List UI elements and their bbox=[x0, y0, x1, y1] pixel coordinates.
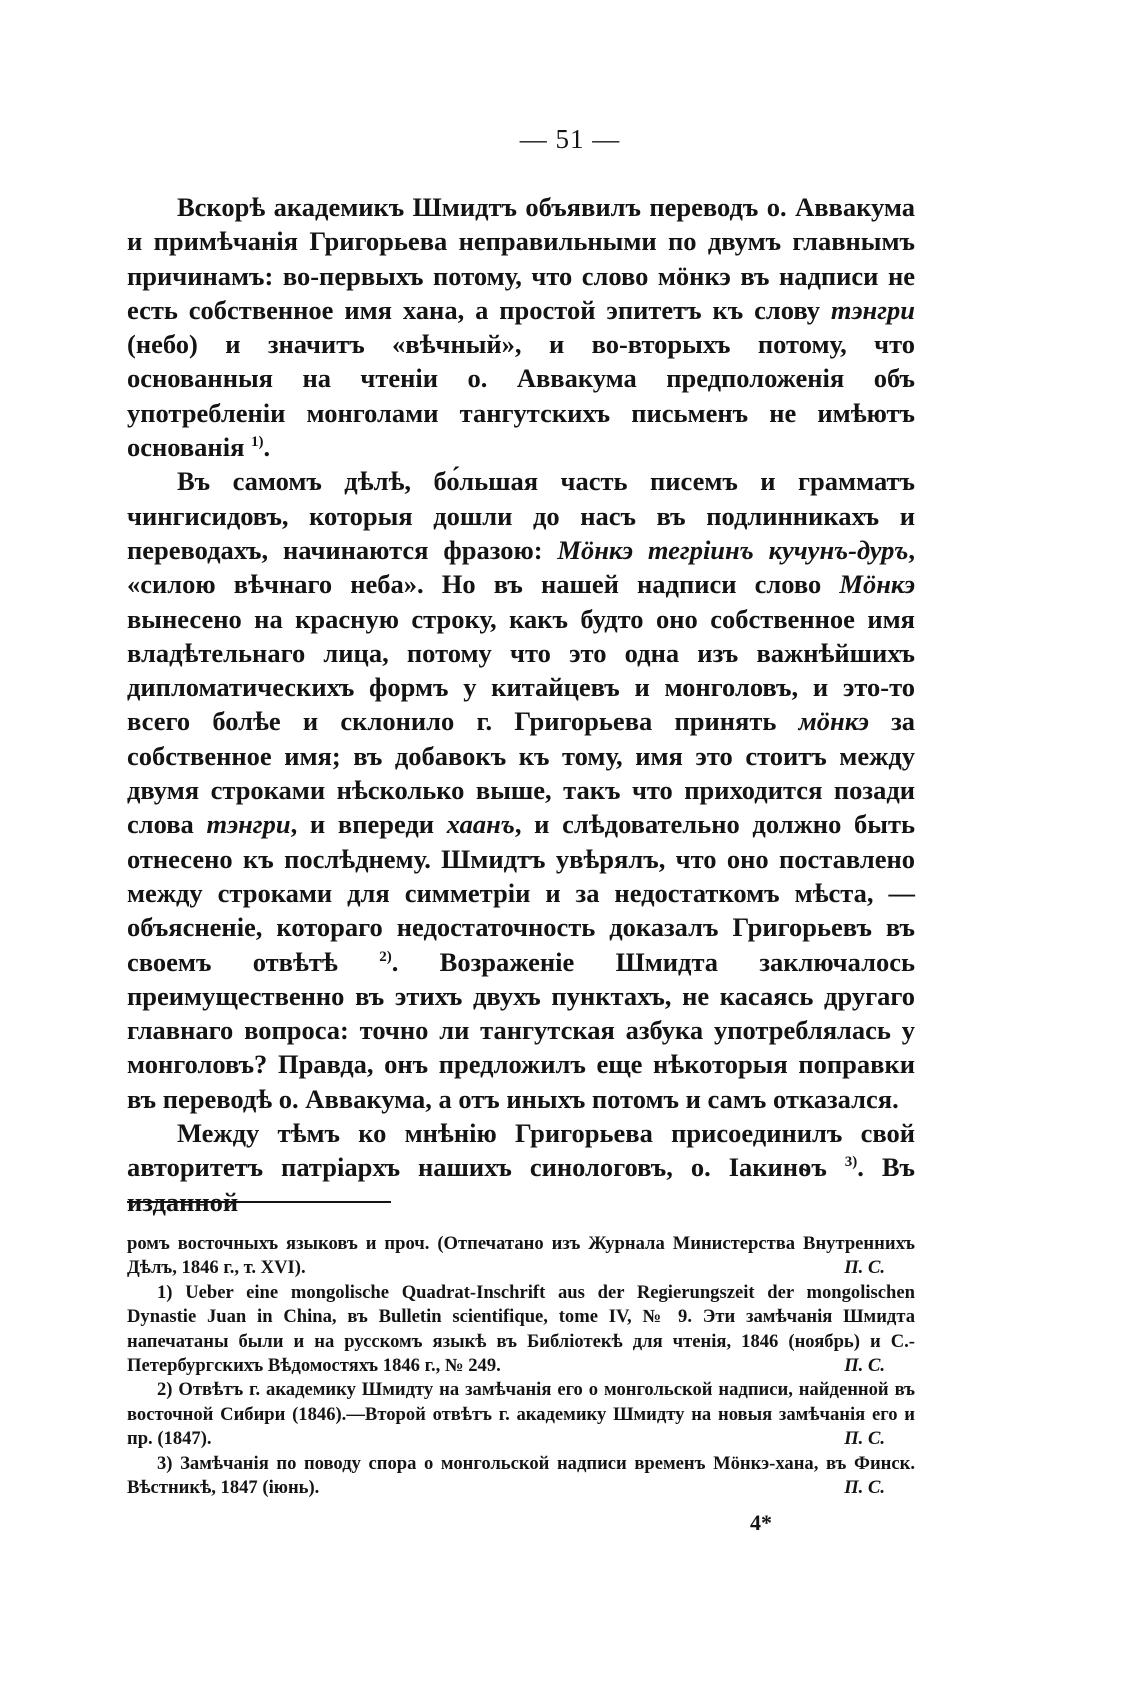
paragraph-2-text-5: , и впереди bbox=[290, 809, 447, 840]
term-monke-lower: мӧнкэ bbox=[798, 706, 869, 737]
footnote-1 bbox=[127, 1281, 915, 1379]
term-khaan: хаанъ bbox=[446, 809, 515, 840]
paragraph-2-text-4: за собственное имя; въ добавокъ къ тому, имя это стоитъ между двумя строками нѣсколько выше, такъ что приходится позади слова bbox=[127, 706, 915, 840]
paragraph-2-text-1: Въ самомъ дѣлѣ, бо́льшая часть писемъ и грамматъ чингисидовъ, которыя дошли до насъ въ подлинникахъ и переводахъ, начинаются фразою: bbox=[127, 466, 915, 565]
paragraph-3 bbox=[127, 1116, 915, 1219]
term-monke: Мӧнкэ bbox=[839, 569, 915, 600]
footnote-3-signature: П. С. bbox=[844, 1477, 885, 1499]
paragraph-2-text-7: . Возраженіе Шмидта заключалось преимущественно въ этихъ двухъ пунктахъ, не касаясь другаго главнаго вопроса: точно ли тангутская азбука употреблялась у монголовъ? Правда, онъ предложилъ еще нѣкоторыя поправки въ переводѣ о. Аввакума, а отъ иныхъ потомъ и самъ отказался. bbox=[127, 946, 915, 1114]
paragraph-1-end: . bbox=[263, 432, 271, 463]
footnote-ref-3[interactable]: 3) bbox=[844, 1154, 858, 1171]
footnote-3 bbox=[127, 1452, 915, 1501]
main-text bbox=[127, 190, 915, 1219]
footnote-1-text: 1) Ueber eine mongolische Quadrat-Inschrift aus der Regierungszeit der mongolischen Dynastie Juan in China, въ Bulletin scientifique, tome IV, № 9. Эти замѣчанія Шмидта напечатаны были и на русскомъ языкѣ въ Библіотекѣ для чтенія, 1846 (ноябрь) и С.-Петербургскихъ Вѣдомостяхъ 1846 г., № 249. bbox=[127, 1281, 915, 1377]
footnote-ref-1[interactable]: 1) bbox=[251, 434, 264, 451]
footnote-1-signature: П. С. bbox=[844, 1355, 885, 1377]
term-tengri-2: тэнгри bbox=[206, 809, 291, 840]
footnote-2 bbox=[127, 1378, 915, 1451]
footnote-ref-2[interactable]: 2) bbox=[379, 948, 392, 965]
footnote-2-signature: П. С. bbox=[844, 1428, 885, 1450]
footnotes bbox=[127, 1232, 915, 1500]
paragraph-2-text-2: , «силою вѣчнаго неба». Но въ нашей надписи слово bbox=[127, 534, 915, 600]
footnote-signature: П. С. bbox=[844, 1257, 885, 1279]
footnote-3-text: 3) Замѣчанія по поводу спора о монгольской надписи временъ Мӧнкэ-хана, въ Финск. Вѣстникѣ, 1847 (іюнь). bbox=[127, 1452, 915, 1499]
footnote-divider bbox=[127, 1201, 391, 1203]
paragraph-1 bbox=[127, 190, 915, 464]
paragraph-2-text-3: вынесено на красную строку, какъ будто оно собственное имя владѣтельнаго лица, потому что это одна изъ важнѣйшихъ дипломатическихъ формъ у китайцевъ и монголовъ, и это-то всего болѣе и склонило г. Григорьева принять bbox=[127, 603, 915, 737]
page-number: — 51 — bbox=[519, 124, 621, 154]
printer-signature-mark: 4* bbox=[750, 1510, 772, 1535]
footnote-2-text: 2) Отвѣтъ г. академику Шмидту на замѣчанія его о монгольской надписи, найденной въ восточной Сибири (1846).—Второй отвѣтъ г. академику Шмидту на новыя замѣчанія его и пр. (1847). bbox=[127, 1379, 915, 1450]
paragraph-3-text-1: Между тѣмъ ко мнѣнію Григорьева присоединилъ свой авторитетъ патріархъ нашихъ синологовъ, о. Іакинѳъ bbox=[127, 1118, 915, 1183]
paragraph-1-text-2: (небо) и значитъ «вѣчный», и во-вторыхъ потому, что основанныя на чтеніи о. Аввакума предположенія объ употребленіи монголами тангутскихъ письменъ не имѣютъ основанія bbox=[127, 329, 915, 463]
paragraph-2 bbox=[127, 464, 915, 1116]
term-formula: Мӧнкэ тегрiинъ кучунъ-дуръ bbox=[557, 534, 909, 565]
footnote-continued-text: ромъ восточныхъ языковъ и проч. (Отпечатано изъ Журнала Министерства Внутреннихъ Дѣлъ, 1846 г., т. XVI). bbox=[127, 1233, 915, 1279]
paragraph-3-text-2: . Въ изданной bbox=[127, 1152, 916, 1217]
paragraph-2-text-6: , и слѣдовательно должно быть отнесено къ послѣднему. Шмидтъ увѣрялъ, что оно поставлено между строками для симметріи и за недостаткомъ мѣста, — объясненіе, котораго недостаточность доказалъ Григорьевъ въ своемъ отвѣтѣ bbox=[127, 809, 915, 977]
paragraph-1-text: Вскорѣ академикъ Шмидтъ объявилъ переводъ о. Аввакума и примѣчанія Григорьева неправильными по двумъ главнымъ причинамъ: во-первыхъ потому, что слово мӧнкэ въ надписи не есть собственное имя хана, а простой эпитетъ къ слову bbox=[127, 192, 915, 325]
footnote-continued bbox=[127, 1232, 915, 1281]
term-tengri: тэнгри bbox=[830, 294, 915, 325]
